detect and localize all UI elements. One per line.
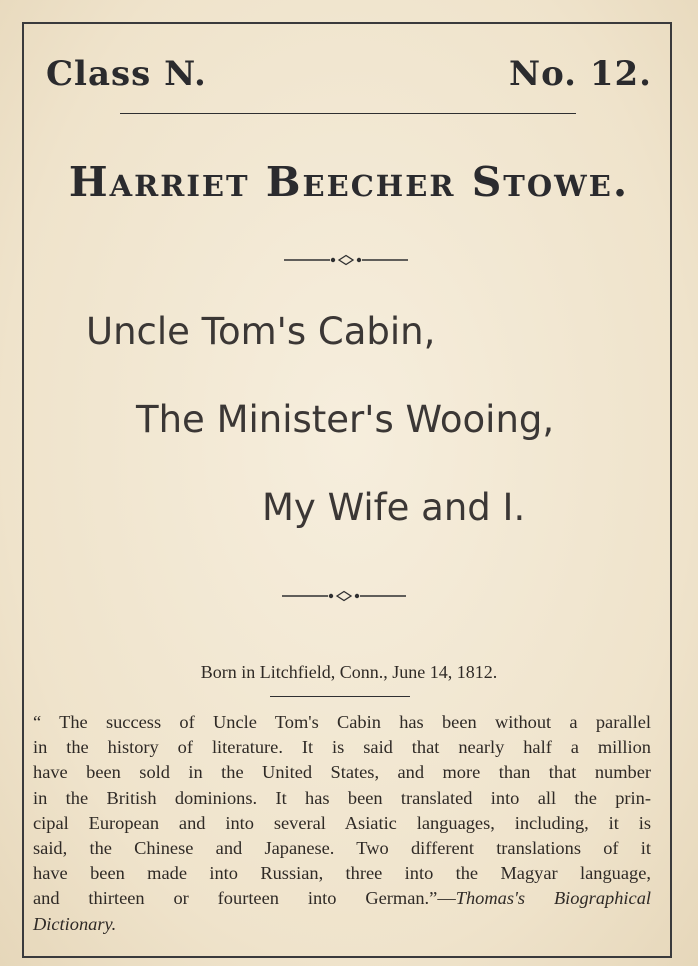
work-title-1: Uncle Tom's Cabin, <box>86 310 436 353</box>
quote-line: have been sold in the United States, and more than that number <box>33 762 651 783</box>
quote-line: said, the Chinese and Japanese. Two different translations of it <box>33 838 651 859</box>
quote-line: “ The success of Uncle Tom's Cabin has been without a parallel <box>33 712 651 732</box>
citation-inline: Thomas's Biographical <box>455 888 651 909</box>
ornament-divider-top <box>284 254 408 266</box>
birth-info: Born in Litchfield, Conn., June 14, 1812. <box>200 662 498 682</box>
header-rule <box>120 113 576 114</box>
work-title-3: My Wife and I. <box>262 486 526 529</box>
quote-line: in the history of literature. It is said that nearly half a million <box>33 737 651 758</box>
quote-line-last <box>33 886 651 911</box>
birth-rule <box>270 696 410 697</box>
ornament-divider-bottom <box>282 590 406 602</box>
quote-line: in the British dominions. It has been translated into all the prin- <box>33 787 651 808</box>
work-title-2: The Minister's Wooing, <box>136 398 555 441</box>
card-number: No. 12. <box>509 54 652 94</box>
biographical-quote <box>33 710 651 937</box>
quote-line: and thirteen or fourteen into German.”— <box>33 888 456 909</box>
class-label: Class N. <box>46 54 207 94</box>
author-name: Harriet Beecher Stowe. <box>68 158 630 206</box>
quote-line: have been made into Russian, three into the Magyar language, <box>33 863 651 884</box>
citation-end: Dictionary. <box>33 913 117 934</box>
quote-line: cipal European and into several Asiatic languages, including, it is <box>33 812 651 833</box>
